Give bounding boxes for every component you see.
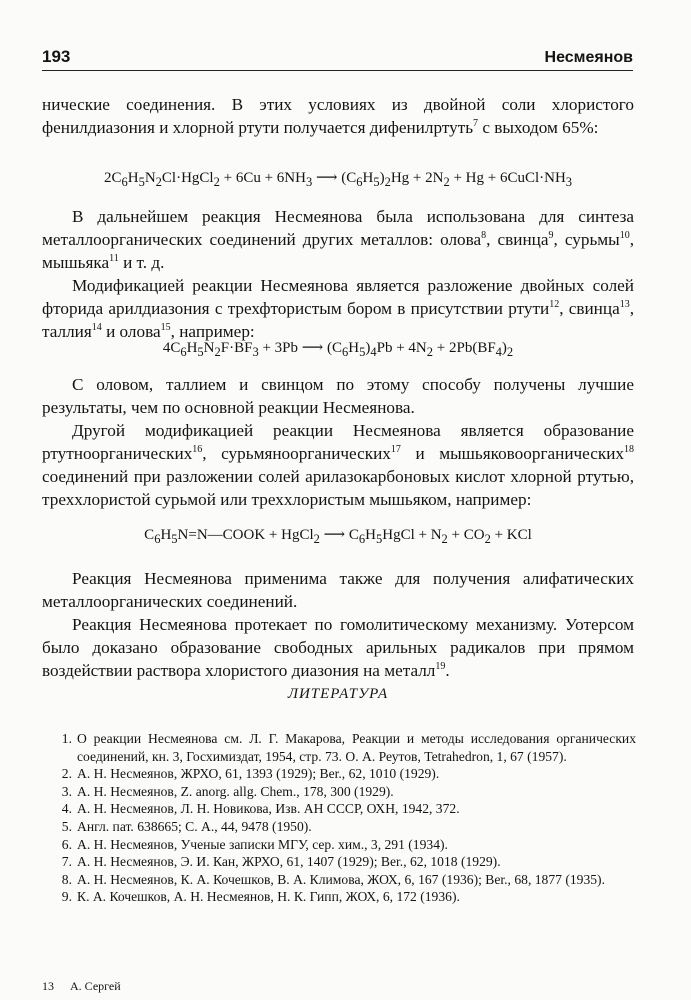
page-number: 193 [42, 47, 71, 66]
reference-list [50, 730, 636, 906]
reference-item: 6. А. Н. Несмеянов, Ученые записки МГУ, сер. хим., 3, 291 (1934). [61, 836, 448, 852]
signature-mark: 13 [42, 979, 54, 993]
page-footer [42, 979, 121, 994]
reaction-arrow: ⟶ [319, 527, 349, 543]
reference-item: 1. О реакции Несмеянова см. Л. Г. Макарова, Реакции и методы исследования органических соединений, кн. 3, Госхимиздат, 1954, стр. 73. О. А. Реутов, Tetrahedron, 1, 67 (1957). [61, 731, 636, 764]
reaction-equation-1: $2C_6H_5N_2Cl\cdot HgCl_2 + 6Cu + 6NH_3$ ⟶ $(C_6H_5)_2Hg + 2N_2 + Hg$ + $6CuCl\cdot NH_3$ [103, 170, 573, 189]
reaction-equation-2: $4C_6H_5N_2F\cdot BF_3 + 3Pb$ ⟶ $(C_6H_5)_4Pb + 4N_2 + 2Pb(BF_4)_2$ [162, 340, 514, 359]
ref-marker: 7 [473, 118, 479, 129]
reference-item: 2. А. Н. Несмеянов, ЖРХО, 61, 1393 (1929); Ber., 62, 1010 (1929). [61, 766, 440, 782]
reference-item: 9. К. А. Кочешков, А. Н. Несмеянов, Н. К. Гипп, ЖОХ, 6, 172 (1936). [61, 889, 460, 905]
paragraph-block-4: Реакция Несмеянова применима также для получения алифатических металлоорганических соединений. Реакция Несмеянова протекает по гомолитическому механизму. Уотерсом было доказано образование свободных арильных радикалов при прямом воздействии раствора хлористого диазония на металл$^{19}$. [42, 569, 634, 680]
paragraph-intro: нические соединения. В этих условиях из двойной соли хлористого фенилдиазония и хлорной ртути получается дифенилртуть$^7$ с выходом 65%: [42, 95, 634, 137]
page-header [42, 44, 633, 71]
paragraph-block-3: С оловом, таллием и свинцом по этому способу получены лучшие результаты, чем по основной реакции Несмеянова. Другой модификацией реакции Несмеянова является образование ртутноорганических$^{16}$, сурьмяноорганических$^{17}$ и мышьяковоорганических$^{18}$ соединений при разложении солей арилазокарбоновых кислот хлорной ртутью, треххлористой сурьмой или треххлористым мышьяком, например: [42, 375, 634, 509]
literature-heading: ЛИТЕРАТУРА [287, 686, 389, 702]
reference-item: 7. А. Н. Несмеянов, Э. И. Кан, ЖРХО, 61, 1407 (1929); Ber., 62, 1018 (1929). [61, 854, 501, 870]
reference-item: 4. А. Н. Несмеянов, Л. Н. Новикова, Изв. АН СССР, ОХН, 1942, 372. [61, 801, 460, 817]
paragraph-block-2: В дальнейшем реакция Несмеянова была использована для синтеза металлоорганических соединений других металлов: олова$^8$, свинца$^9$, сурьмы$^{10}$, мышьяка$^{11}$ и т. д. Модификацией реакции Несмеянова является разложение двойных солей фторида арилдиазония с трехфтористым бором в присутствии ртути$^{12}$, свинца$^{13}$, таллия$^{14}$ и олова$^{15}$, например: [42, 207, 635, 341]
reference-item: 5. Англ. пат. 638665; С. А., 44, 9478 (1950). [61, 818, 312, 834]
reference-item: 3. А. Н. Несмеянов, Z. anorg. allg. Chem., 178, 300 (1929). [61, 783, 394, 799]
footer-note: А. Сергей [70, 979, 121, 993]
reference-item: 8. А. Н. Несмеянов, К. А. Кочешков, В. А. Климова, ЖОХ, 6, 167 (1936); Ber., 68, 1877 (1935). [61, 871, 605, 887]
reaction-arrow: ⟶ [298, 340, 328, 356]
running-title: Несмеянов [544, 49, 633, 66]
reaction-arrow: ⟶ [312, 170, 342, 186]
reaction-equation-3: $C_6H_5N=N—COOK$ + HgCl$_2$ ⟶ $C_6H_5HgCl + N_2 + CO_2$ + KCl [144, 527, 532, 546]
